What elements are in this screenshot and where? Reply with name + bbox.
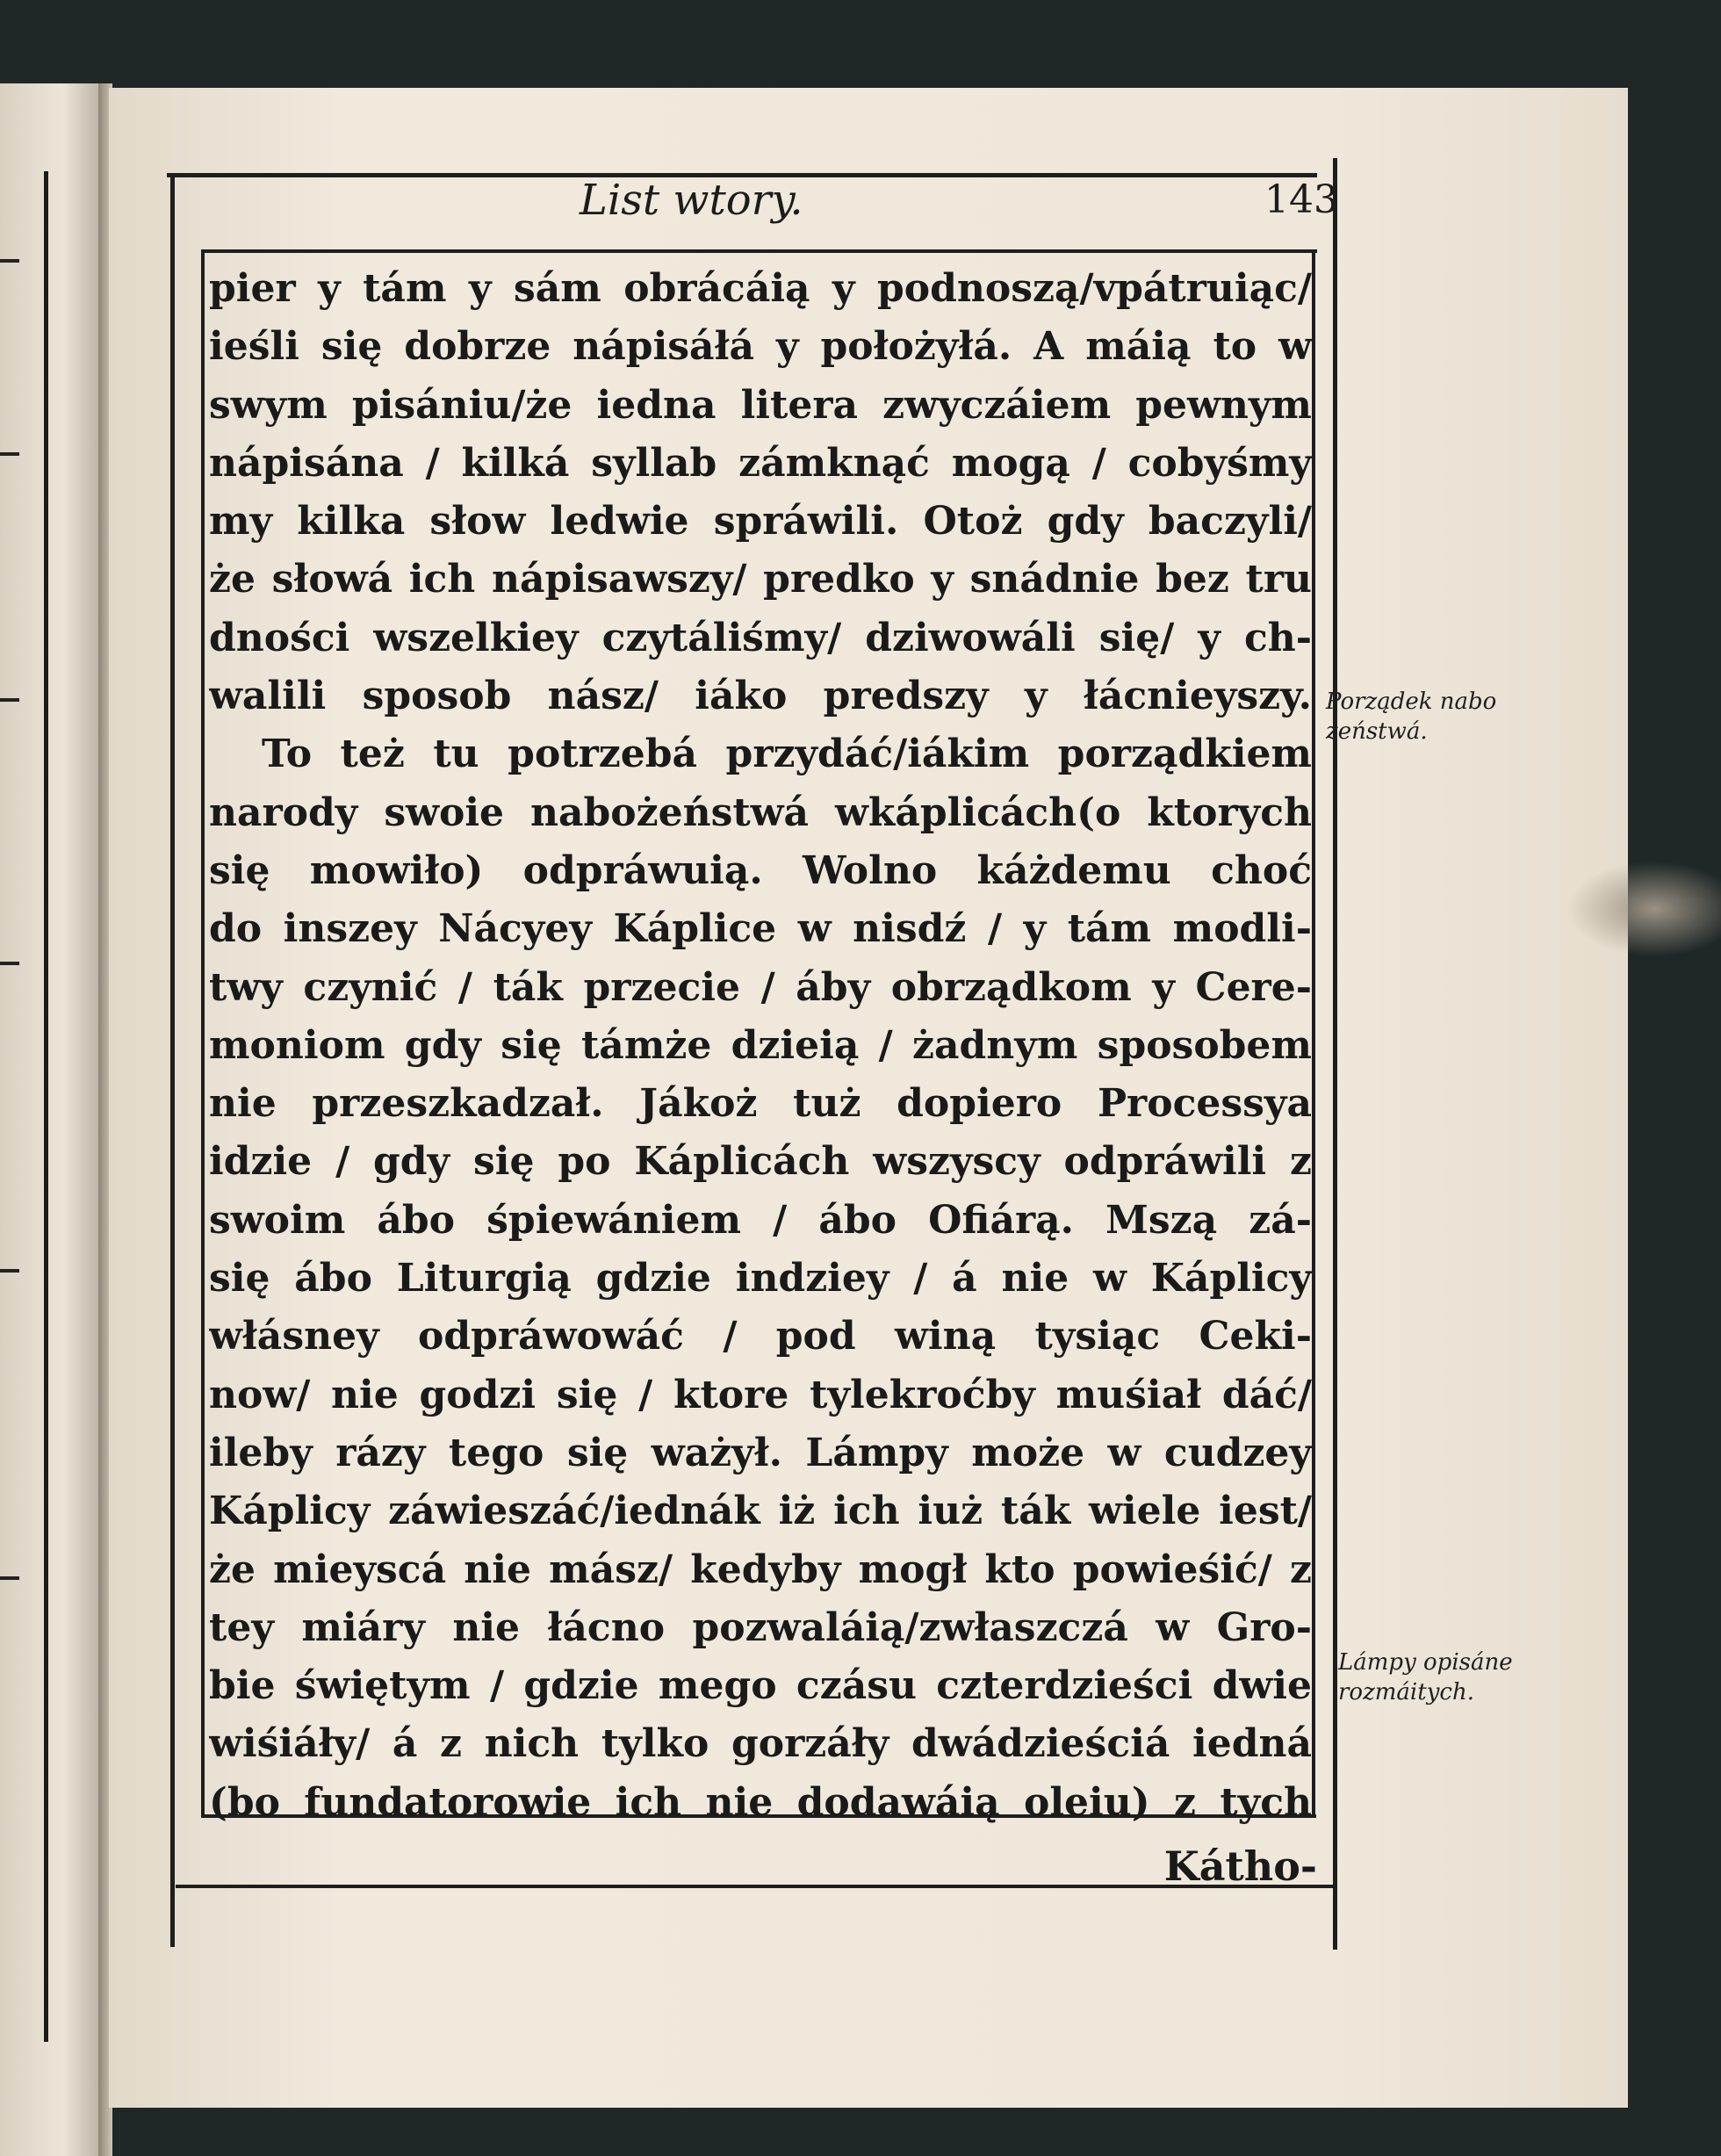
outer-left-rule: [170, 173, 175, 1947]
outer-right-rule: [1333, 158, 1337, 1950]
left-page-rule: [44, 171, 48, 2042]
text-line: walili sposob nász/ iáko predszy y łácnieyszy.: [209, 674, 1312, 719]
text-line: Káplicy záwieszáć/iednák iż ich iuż ták wiele iest/: [209, 1489, 1312, 1534]
text-line: ieśli się dobrze nápisáłá y położyłá. A máią to w: [209, 324, 1312, 370]
marginal-note-line: Lámpy opisáne: [1338, 1649, 1513, 1676]
text-line: do inszey Nácyey Káplice w nisdź / y tám modli-: [209, 906, 1312, 952]
text-line: że mieyscá nie mász/ kedyby mogł kto powieśić/ z: [209, 1547, 1312, 1592]
text-line: swoim ábo śpiewániem / ábo Ofiárą. Mszą zá-: [209, 1197, 1312, 1243]
marginal-note-line: rozmáitych.: [1338, 1679, 1474, 1705]
text-line: pier y tám y sám obrácáią y podnoszą/vpátruiąc/: [209, 266, 1312, 311]
left-page-mark: [0, 698, 19, 702]
paper-stain: [1566, 861, 1721, 957]
text-line: ileby rázy tego się ważył. Lámpy może w cudzey: [209, 1430, 1312, 1475]
text-line: To też tu potrzebá przydáć/iákim porządkiem: [262, 732, 1312, 777]
text-line: włásney odpráwowáć / pod winą tysiąc Ceki-: [209, 1314, 1312, 1359]
catchword: Kátho-: [1163, 1842, 1317, 1890]
text-line: dności wszelkiey czytáliśmy/ dziwowáli się/ y ch-: [209, 615, 1312, 660]
inner-left-rule: [201, 249, 205, 1817]
text-line: że słowá ich nápisawszy/ predko y snádnie bez tru: [209, 557, 1312, 602]
header-rule: [202, 249, 1317, 253]
text-line: bie świętym / gdzie mego czásu czterdzieści dwie: [209, 1663, 1312, 1709]
text-line: tey miáry nie łácno pozwaláią/zwłaszczá w Gro-: [209, 1604, 1312, 1650]
left-page-mark: [0, 1269, 19, 1273]
lower-rule: [176, 1885, 1335, 1888]
left-page-mark: [0, 962, 19, 965]
text-line: twy czynić / ták przecie / áby obrządkom y Cere-: [209, 964, 1312, 1010]
text-line: idzie / gdy się po Káplicách wszyscy odpráwili z: [209, 1139, 1312, 1185]
marginal-note-line: żeństwá.: [1326, 718, 1428, 745]
running-title: List wtory.: [580, 176, 803, 225]
text-line: się ábo Liturgią gdzie indziey / á nie w Káplicy: [209, 1256, 1312, 1302]
body-text: [209, 260, 1312, 1832]
inner-right-rule: [1312, 249, 1315, 1817]
text-line: wiśiáły/ á z nich tylko gorzáły dwádzieściá iedná: [209, 1721, 1312, 1767]
text-line: now/ nie godzi się / ktore tylekroćby muśiał dáć/: [209, 1372, 1312, 1417]
left-page-mark: [0, 1576, 19, 1580]
left-page-mark: [0, 452, 19, 456]
text-line: swym pisániu/że iedna litera zwyczáiem pewnym: [209, 382, 1312, 428]
text-line: narody swoie nabożeństwá wkáplicách(o ktorych: [209, 790, 1312, 835]
text-line: my kilka słow ledwie spráwili. Otoż gdy baczyli/: [209, 499, 1312, 544]
marginal-note: [1338, 1648, 1513, 1707]
page-number: 143: [1264, 177, 1338, 222]
left-page-edge: [0, 83, 104, 2156]
marginal-note-line: Porządek nabo: [1326, 689, 1497, 715]
text-line: się mowiło) odpráwuią. Wolno káżdemu choć: [209, 847, 1312, 893]
left-page-mark: [0, 259, 19, 263]
text-line: (bo fundatorowie ich nie dodawáią oleiu) z tych: [209, 1779, 1312, 1825]
marginal-note: [1326, 687, 1496, 746]
text-line: nápisána / kilká syllab zámknąć mogą / cobyśmy: [209, 440, 1312, 486]
text-line: moniom gdy się támże dzieią / żadnym sposobem: [209, 1022, 1312, 1068]
text-line: nie przeszkadzał. Jákoż tuż dopiero Processya: [209, 1081, 1312, 1127]
